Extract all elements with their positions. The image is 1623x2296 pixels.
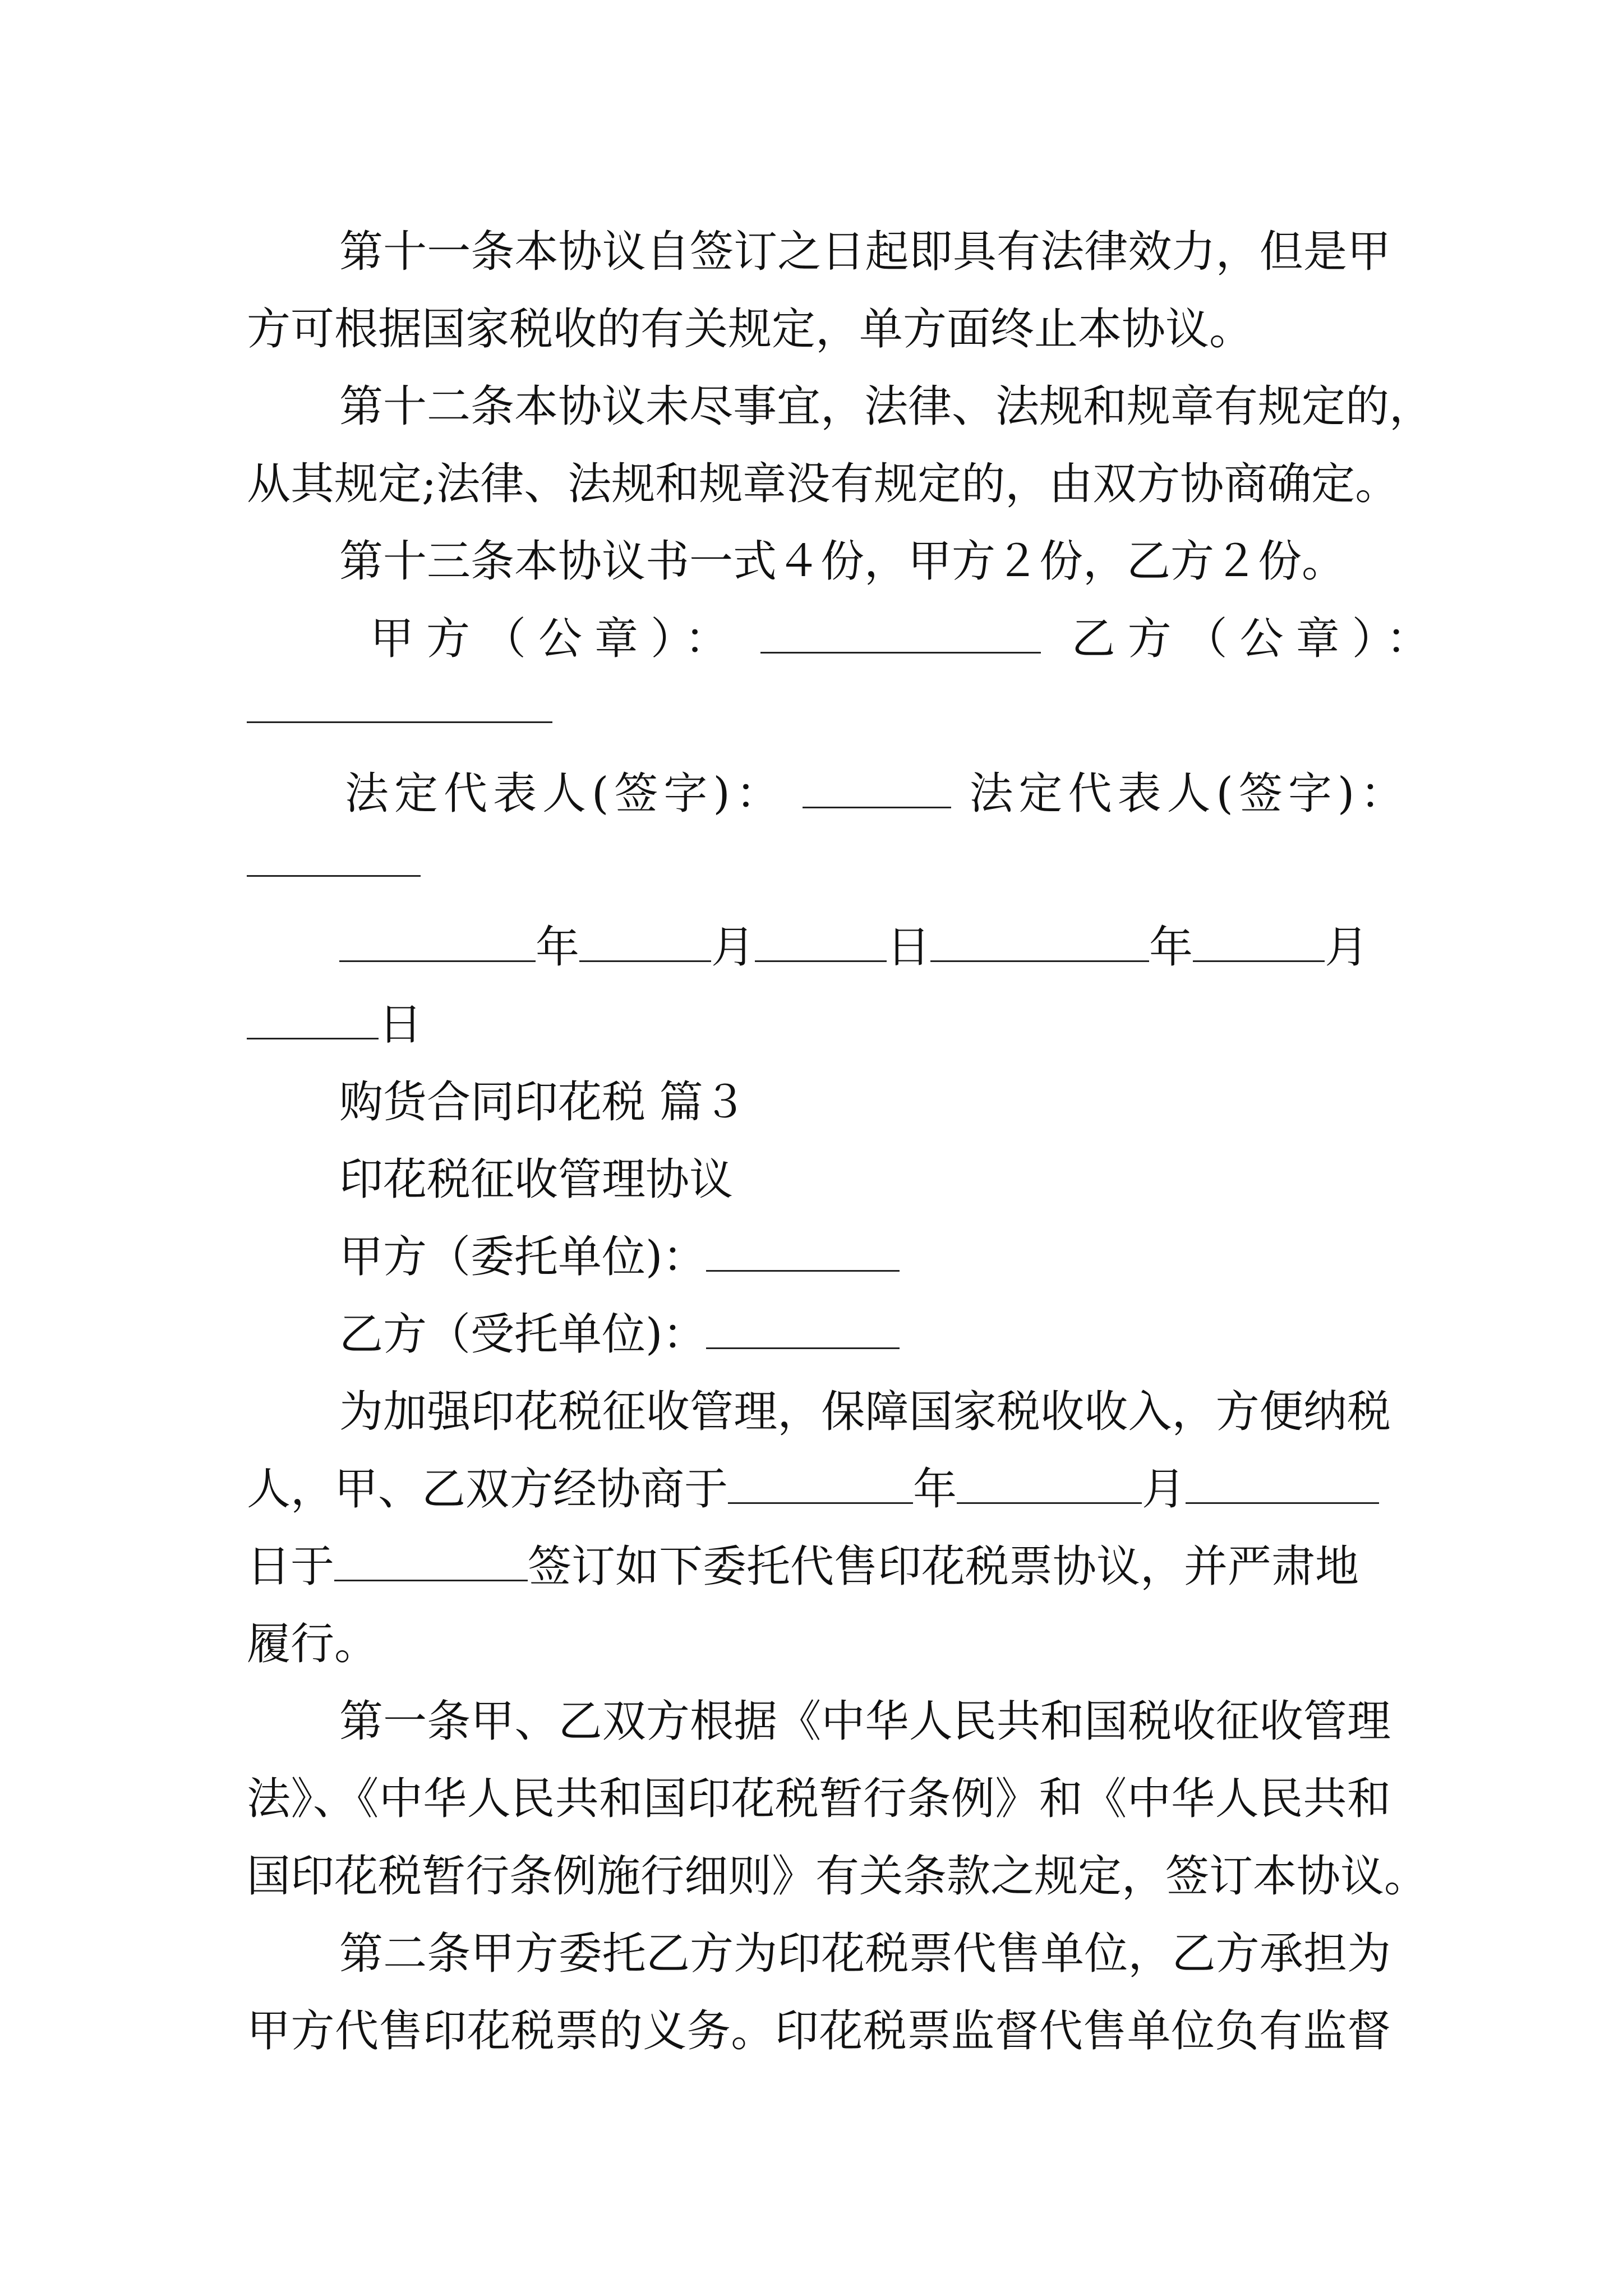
article-12-line-2: 从其规定;法律、法规和规章没有规定的，由双方协商确定。: [247, 459, 1399, 509]
intro-line-2: [247, 1451, 1391, 1528]
article-11-line-2: 方可根据国家税收的有关规定，单方面终止本协议。: [247, 304, 1253, 355]
intro-month-blank: [957, 1469, 1142, 1504]
article-1-line-3: 国印花税暂行条例施行细则》有关条款之规定，签订本协议。: [247, 1851, 1428, 1902]
intro-year: 年: [913, 1464, 957, 1515]
date-b-year: 年: [1149, 922, 1193, 973]
date-a-day-blank: [755, 927, 887, 962]
intro-line-1: 为加强印花税征收管理，保障国家税收收入，方便纳税: [339, 1387, 1391, 1437]
legal-rep-line: [345, 755, 1410, 832]
party-a-seal-label: 甲方（公章）：: [370, 614, 741, 664]
date-line: [339, 909, 1391, 986]
date-a-year: 年: [536, 922, 580, 973]
party-a-blank: [706, 1236, 900, 1272]
date-b-day-blank: [247, 1004, 379, 1039]
date-b-month-blank: [1193, 927, 1325, 962]
date-a-day: 日: [887, 922, 931, 973]
date-b-year-blank: [930, 927, 1149, 962]
date-a-month-blank: [579, 927, 711, 962]
intro-line-4: 履行。: [247, 1619, 379, 1669]
party-b-seal-blank: [247, 721, 552, 723]
date-b-month: 月: [1325, 922, 1369, 973]
legal-rep-a-blank: [803, 773, 951, 808]
agreement-title: 印花税征收管理协议: [339, 1154, 734, 1205]
article-11-line-1: 第十一条本协议自签订之日起即具有法律效力，但是甲: [339, 227, 1391, 277]
article-12-line-1: 第十二条本协议未尽事宜，法律、法规和规章有规定的，: [339, 381, 1433, 432]
party-a-line: [339, 1218, 1391, 1296]
date-a-month: 月: [711, 922, 755, 973]
intro-line-3: [247, 1528, 1391, 1605]
date-b-day: 日: [379, 1000, 423, 1050]
intro-line-3-prefix: 日于: [247, 1542, 335, 1592]
date-a-year-blank: [339, 927, 536, 962]
party-b-line: [339, 1296, 1391, 1373]
article-1-line-1: 第一条甲、乙双方根据《中华人民共和国税收征收管理: [339, 1696, 1391, 1747]
article-2-line-2: 甲方代售印花税票的义务。印花税票监督代售单位负有监督: [247, 2006, 1391, 2056]
legal-rep-a-label: 法定代表人(签字)：: [345, 769, 785, 819]
intro-day-blank: [1186, 1469, 1379, 1504]
article-13: 第十三条本协议书一式４份，甲方２份，乙方２份。: [339, 536, 1346, 587]
legal-rep-b-blank: [247, 875, 421, 877]
party-a-label: 甲方（委托单位)：: [339, 1232, 707, 1282]
section-title: 购货合同印花税 篇３: [339, 1077, 747, 1128]
party-b-label: 乙方（受托单位)：: [339, 1309, 707, 1360]
article-1-line-2: 法》、《中华人民共和国印花税暂行条例》和《中华人民共和: [247, 1774, 1391, 1824]
seal-line: [370, 600, 1442, 678]
party-a-seal-blank: [760, 618, 1041, 654]
article-2-line-1: 第二条甲方委托乙方为印花税票代售单位，乙方承担为: [339, 1929, 1391, 1979]
party-b-blank: [706, 1314, 900, 1349]
legal-rep-b-label: 法定代表人(签字)：: [969, 769, 1410, 819]
intro-line-2-text: 人，甲、乙双方经协商于: [247, 1464, 728, 1515]
intro-line-3-text: 签订如下委托代售印花税票协议，并严肃地: [528, 1542, 1359, 1592]
party-b-seal-label: 乙方（公章）：: [1071, 614, 1442, 664]
intro-year-blank: [728, 1469, 913, 1504]
intro-place-blank: [334, 1546, 528, 1581]
intro-month: 月: [1142, 1464, 1186, 1515]
date-b-day-line: [247, 986, 1391, 1064]
